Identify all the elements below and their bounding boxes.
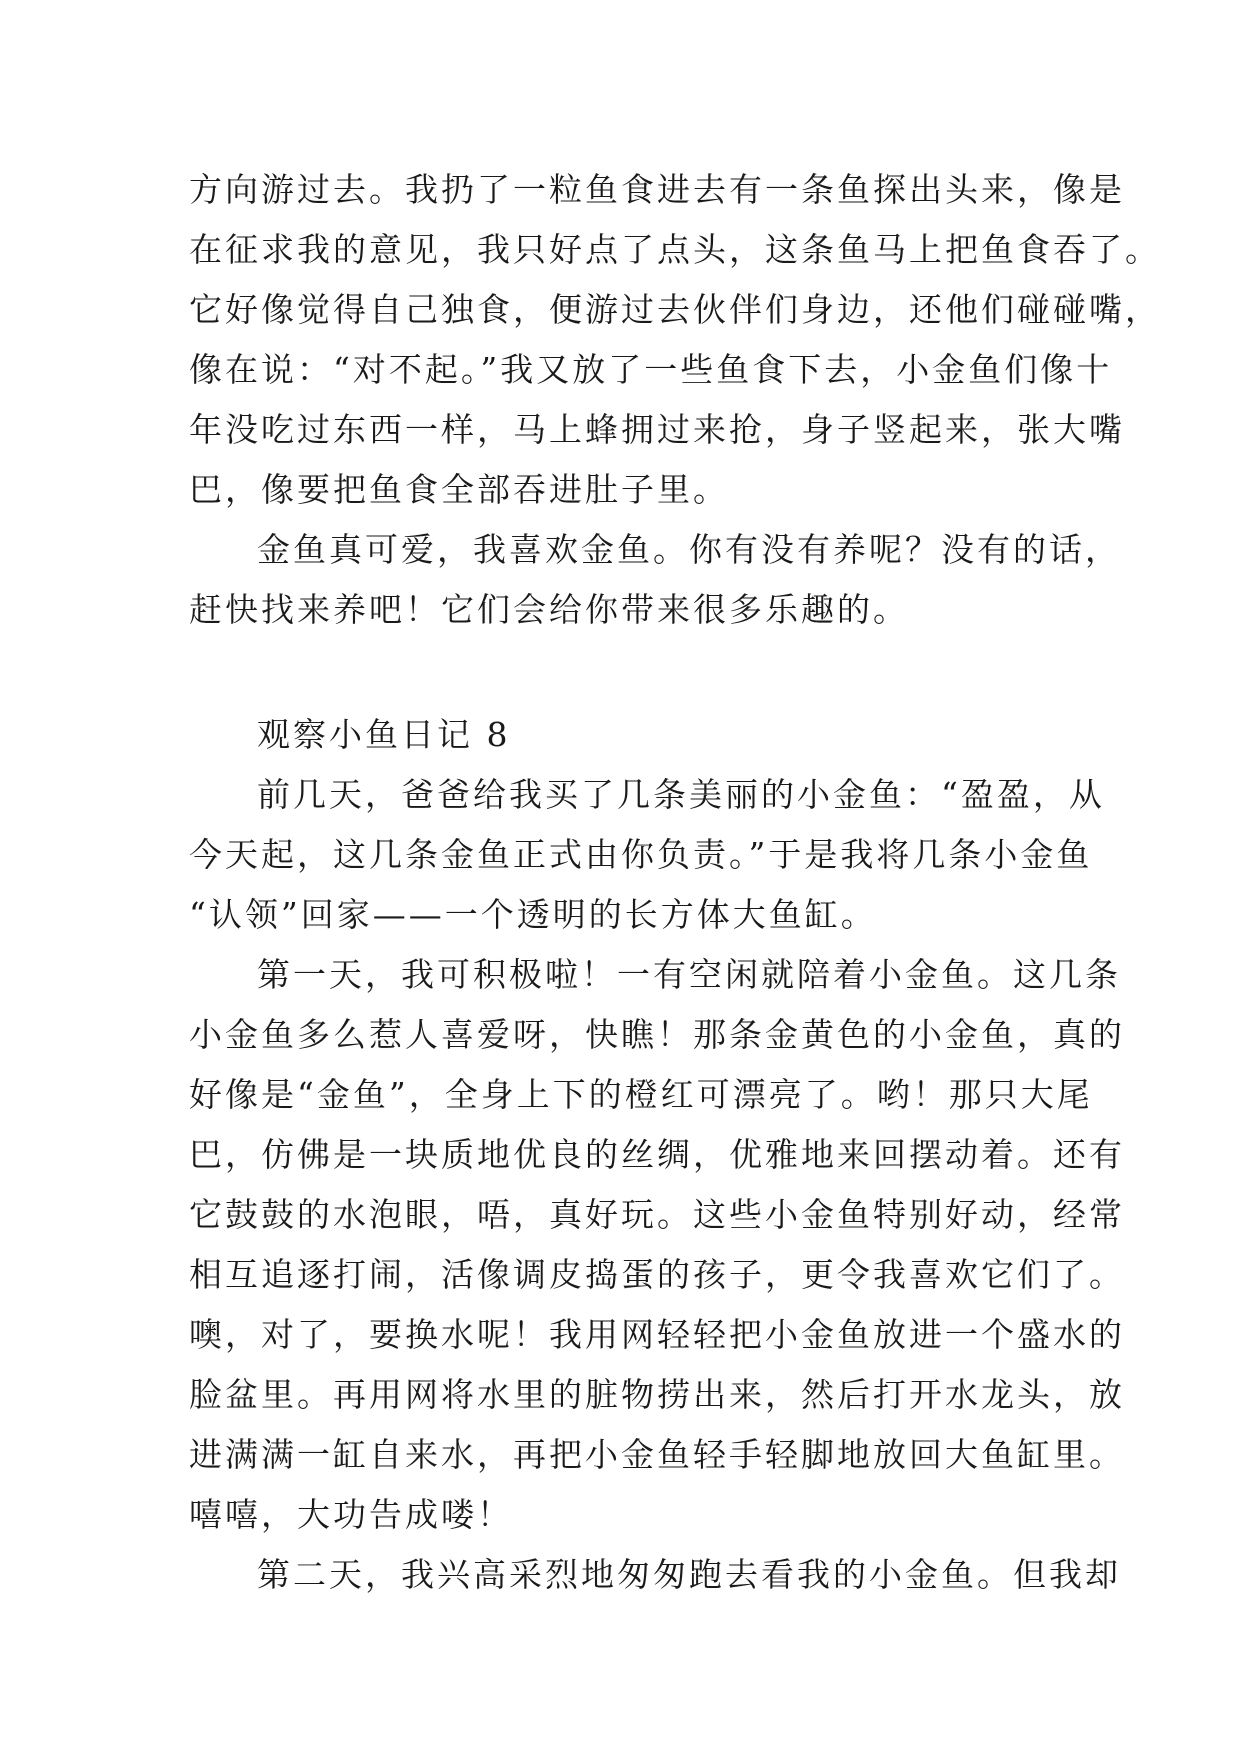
text-line: 脸盆里。再用网将水里的脏物捞出来，然后打开水龙头，放	[189, 1375, 1125, 1414]
text-line: “认领”回家——一个透明的长方体大鱼缸。	[189, 895, 877, 934]
text-line: 第二天，我兴高采烈地匆匆跑去看我的小金鱼。但我却	[257, 1555, 1121, 1594]
text-line: 噢，对了，要换水呢！我用网轻轻把小金鱼放进一个盛水的	[189, 1315, 1125, 1354]
text-line: 它鼓鼓的水泡眼，唔，真好玩。这些小金鱼特别好动，经常	[189, 1195, 1125, 1234]
text-line: 巴，像要把鱼食全部吞进肚子里。	[189, 470, 729, 509]
blank-line	[189, 640, 1069, 705]
text-line: 金鱼真可爱，我喜欢金鱼。你有没有养呢？没有的话，	[257, 530, 1121, 569]
paragraph	[189, 160, 1161, 520]
text-line: 好像是“金鱼”，全身上下的橙红可漂亮了。哟！那只大尾	[189, 1075, 1093, 1114]
text-line: 进满满一缸自来水，再把小金鱼轻手轻脚地放回大鱼缸里。	[189, 1435, 1125, 1474]
text-line: 年没吃过东西一样，马上蜂拥过来抢，身子竖起来，张大嘴	[189, 410, 1125, 449]
diary-title: 观察小鱼日记 8	[257, 715, 511, 754]
text-line: 小金鱼多么惹人喜爱呀，快瞧！那条金黄色的小金鱼，真的	[189, 1015, 1125, 1054]
text-line: 方向游过去。我扔了一粒鱼食进去有一条鱼探出头来，像是	[189, 170, 1125, 209]
document-body	[189, 160, 1161, 1605]
text-line: 嘻嘻，大功告成喽！	[189, 1495, 513, 1534]
text-line: 巴，仿佛是一块质地优良的丝绸，优雅地来回摆动着。还有	[189, 1135, 1125, 1174]
text-line: 相互追逐打闹，活像调皮捣蛋的孩子，更令我喜欢它们了。	[189, 1255, 1125, 1294]
paragraph	[189, 765, 1105, 945]
paragraph	[189, 1545, 1121, 1605]
text-line: 今天起，这几条金鱼正式由你负责。”于是我将几条小金鱼	[189, 835, 1093, 874]
text-line: 像在说：“对不起。”我又放了一些鱼食下去，小金鱼们像十	[189, 350, 1113, 389]
text-line: 第一天，我可积极啦！一有空闲就陪着小金鱼。这几条	[257, 955, 1121, 994]
text-line: 在征求我的意见，我只好点了点头，这条鱼马上把鱼食吞了。	[189, 230, 1161, 269]
paragraph	[189, 520, 1121, 640]
text-line: 前几天，爸爸给我买了几条美丽的小金鱼：“盈盈，从	[257, 775, 1105, 814]
paragraph	[189, 945, 1125, 1545]
text-line: 它好像觉得自己独食，便游过去伙伴们身边，还他们碰碰嘴，	[189, 290, 1161, 329]
text-line: 赶快找来养吧！它们会给你带来很多乐趣的。	[189, 590, 909, 629]
